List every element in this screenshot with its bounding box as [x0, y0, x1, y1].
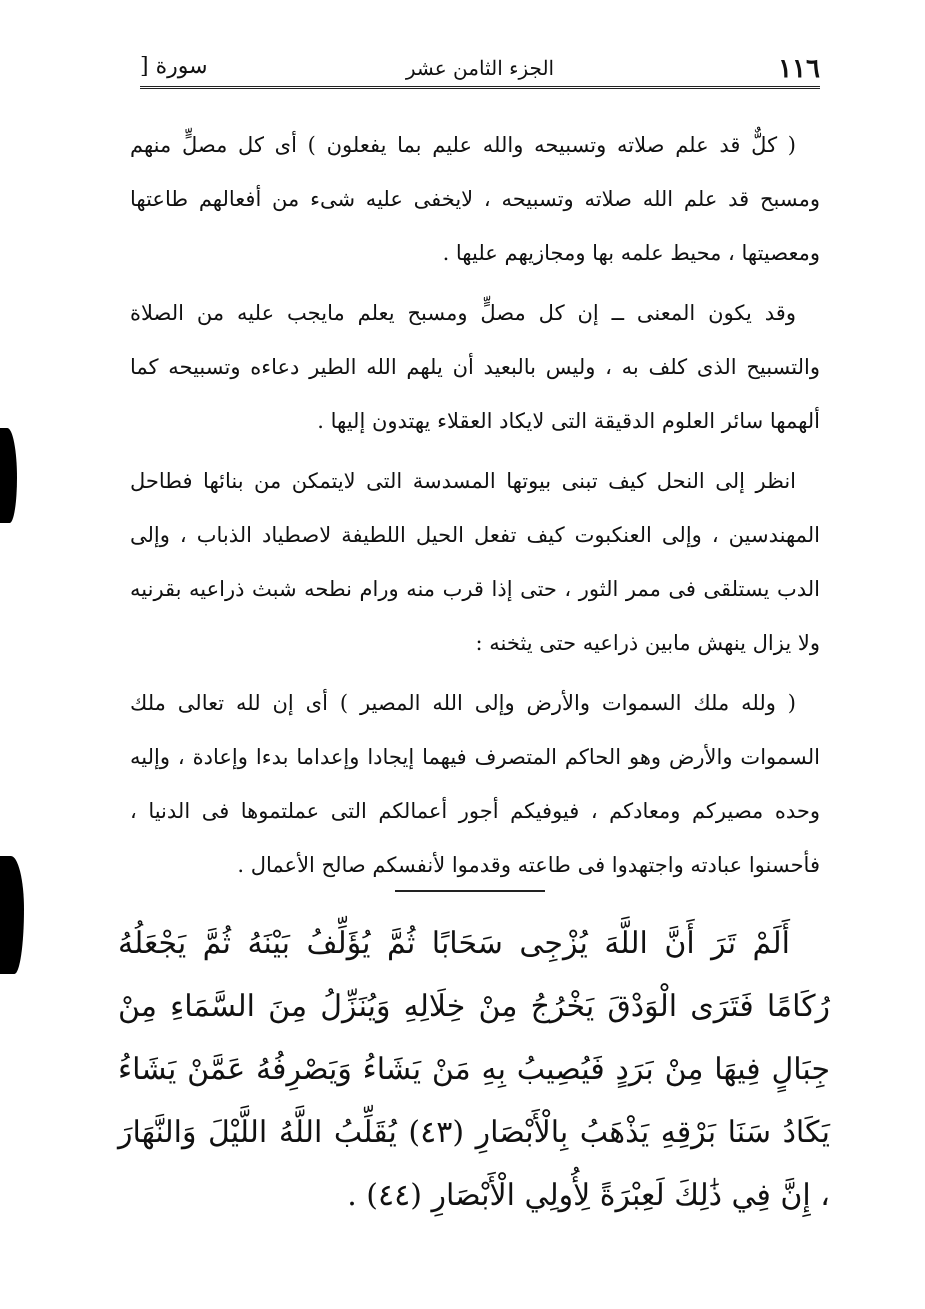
verse-text: أَلَمْ تَرَ أَنَّ اللَّهَ يُزْجِى سَحَابًا ثُمَّ يُؤَلِّفُ بَيْنَهُ ثُمَّ يَجْعَلُهُ رُكَامًا فَتَرَى الْوَدْقَ يَخْرُجُ مِنْ خِلَالِهِ وَيُنَزِّلُ مِنَ السَّمَاءِ مِنْ جِبَالٍ فِيهَا مِنْ بَرَدٍ فَيُصِيبُ بِهِ مَنْ يَشَاءُ وَيَصْرِفُهُ عَمَّنْ يَشَاءُ يَكَادُ سَنَا بَرْقِهِ يَذْهَبُ بِالْأَبْصَارِ (٤٣) يُقَلِّبُ اللَّهُ اللَّيْلَ وَالنَّهَارَ ، إِنَّ فِي ذَٰلِكَ لَعِبْرَةً لِأُولِي الْأَبْصَارِ (٤٤) .	[118, 926, 830, 1213]
header-rule	[140, 86, 820, 89]
commentary-paragraph: ( ولله ملك السموات والأرض وإلى الله المصير ) أى إن لله تعالى ملك السموات والأرض وهو الحاكم المتصرف فيهما إيجادا وإعداما بدءا وإعادة ، وإليه وحده مصيركم ومعادكم ، فيوفيكم أجور أعمالكم التى عملتموها فى الدنيا ، فأحسنوا عبادته واجتهدوا فى طاعته وقدموا لأنفسكم صالح الأعمال .	[130, 691, 820, 877]
page-header	[140, 42, 820, 84]
scan-edge-mark	[0, 428, 17, 523]
running-title: الجزء الثامن عشر	[405, 56, 555, 80]
scan-edge-mark	[0, 856, 24, 974]
commentary-text	[130, 118, 820, 898]
commentary-paragraph: انظر إلى النحل كيف تبنى بيوتها المسدسة التى لايتمكن من بنائها فطاحل المهندسين ، وإلى العنكبوت كيف تفعل الحيل اللطيفة لاصطياد الذباب ، وإلى الدب يستلقى فى ممر الثور ، حتى إذا قرب منه ورام نطحه شبث ذراعيه بقرنيه ولا يزال ينهش مابين ذراعيه حتى يثخنه :	[130, 469, 820, 655]
page-number: ١١٦	[778, 54, 820, 84]
quran-verse	[118, 912, 830, 1227]
section-divider	[395, 890, 545, 892]
commentary-paragraph: ( كلٌّ قد علم صلاته وتسبيحه والله عليم بما يفعلون ) أى كل مصلٍّ منهم ومسبح قد علم الله صلاته وتسبيحه ، لايخفى عليه شىء من أفعالهم طاعتها ومعصيتها ، محيط علمه بها ومجازيهم عليها .	[130, 133, 820, 265]
commentary-paragraph: وقد يكون المعنى ــ إن كل مصلٍّ ومسبح يعلم مايجب عليه من الصلاة والتسبيح الذى كلف به ، وليس بالبعيد أن يلهم الله الطير دعاءه وتسبيحه كما ألهمها سائر العلوم الدقيقة التى لايكاد العقلاء يهتدون إليها .	[130, 301, 820, 433]
surah-label: سورة [	[140, 54, 208, 79]
